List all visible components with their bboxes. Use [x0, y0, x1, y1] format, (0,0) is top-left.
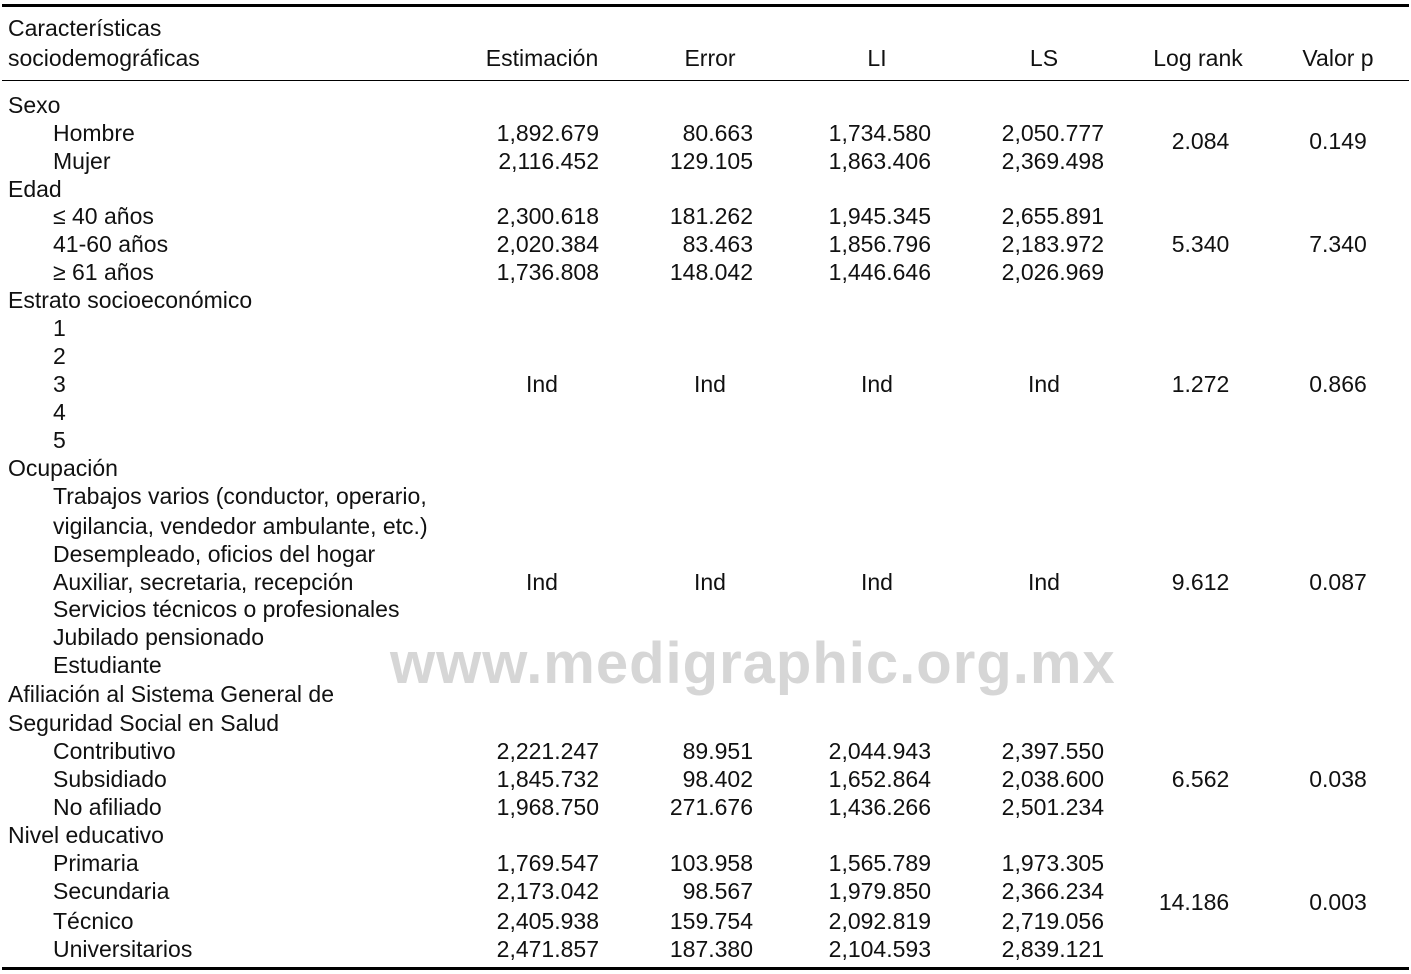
cell-estimacion: 1,968.750	[496, 794, 599, 820]
cell-error: 271.676	[669, 794, 753, 820]
row-label: ≤ 40 años	[53, 203, 154, 229]
row-label: No afiliado	[53, 794, 162, 820]
cell-ls: 2,839.121	[1001, 936, 1104, 962]
header-estimacion: Estimación	[485, 45, 599, 71]
cell-ls: 2,397.550	[1001, 738, 1104, 764]
row-label: Universitarios	[53, 936, 193, 962]
row-label: Técnico	[53, 908, 134, 934]
row-label: Mujer	[53, 148, 111, 174]
row-label: Servicios técnicos o profesionales	[53, 596, 400, 622]
group-label-edad: Edad	[8, 176, 62, 202]
header-log-rank: Log rank	[1153, 45, 1243, 71]
cell-li: Ind	[861, 569, 893, 595]
row-label: Secundaria	[53, 878, 170, 904]
cell-ls: 2,026.969	[1001, 259, 1104, 285]
cell-valor-p: 0.149	[1309, 128, 1367, 154]
cell-estimacion: Ind	[526, 371, 558, 397]
cell-estimacion: 2,173.042	[496, 878, 599, 904]
cell-ls: 2,183.972	[1001, 231, 1104, 257]
cell-li: 2,044.943	[828, 738, 931, 764]
cell-li: 1,652.864	[828, 766, 931, 792]
table-top-rule	[2, 4, 1409, 7]
cell-error: 187.380	[669, 936, 753, 962]
row-label: Jubilado pensionado	[53, 624, 265, 650]
header-rule	[2, 80, 1409, 81]
cell-valor-p: 0.038	[1309, 766, 1367, 792]
cell-error: 80.663	[682, 120, 753, 146]
cell-ls: Ind	[1028, 371, 1060, 397]
row-label: Contributivo	[53, 738, 176, 764]
cell-valor-p: 7.340	[1309, 231, 1367, 257]
group-label-estrato: Estrato socioeconómico	[8, 287, 253, 313]
cell-error: Ind	[694, 569, 726, 595]
cell-error: Ind	[694, 371, 726, 397]
cell-error: 159.754	[669, 908, 753, 934]
cell-ls: 2,038.600	[1001, 766, 1104, 792]
row-label: 41-60 años	[53, 231, 169, 257]
cell-valor-p: 0.866	[1309, 371, 1367, 397]
header-error: Error	[684, 45, 736, 71]
cell-li: 1,856.796	[828, 231, 931, 257]
group-label-ocupacion: Ocupación	[8, 455, 118, 481]
cell-estimacion: 2,116.452	[498, 148, 599, 174]
cell-ls: 2,366.234	[1001, 878, 1104, 904]
cell-estimacion: 1,892.679	[496, 120, 599, 146]
row-label: 1	[53, 315, 66, 341]
row-label: vigilancia, vendedor ambulante, etc.)	[53, 513, 428, 539]
cell-ls: 1,973.305	[1001, 850, 1104, 876]
cell-li: 1,436.266	[828, 794, 931, 820]
row-label: 5	[53, 427, 66, 453]
cell-error: 181.262	[669, 203, 753, 229]
cell-estimacion: 2,020.384	[496, 231, 599, 257]
cell-li: 1,734.580	[828, 120, 931, 146]
cell-li: Ind	[861, 371, 893, 397]
cell-log-rank: 1.272	[1171, 371, 1230, 397]
header-characteristics-line2: sociodemográficas	[8, 45, 200, 71]
cell-log-rank: 9.612	[1171, 569, 1230, 595]
cell-ls: 2,369.498	[1001, 148, 1104, 174]
cell-log-rank: 14.186	[1158, 889, 1230, 915]
row-label: 2	[53, 343, 66, 369]
row-label: 3	[53, 371, 66, 397]
group-label-afiliacion-line1: Afiliación al Sistema General de	[8, 681, 334, 707]
header-characteristics-line1: Características	[8, 15, 162, 41]
cell-error: 129.105	[669, 148, 753, 174]
cell-ls: 2,719.056	[1001, 908, 1104, 934]
cell-li: 1,945.345	[828, 203, 931, 229]
watermark: www.medigraphic.org.mx	[390, 631, 1116, 696]
cell-valor-p: 0.003	[1309, 889, 1367, 915]
row-label: Hombre	[53, 120, 135, 146]
row-label: Primaria	[53, 850, 139, 876]
cell-estimacion: 2,405.938	[496, 908, 599, 934]
cell-ls: 2,501.234	[1001, 794, 1104, 820]
cell-li: 1,565.789	[828, 850, 931, 876]
cell-error: 98.402	[682, 766, 753, 792]
cell-estimacion: 1,769.547	[496, 850, 599, 876]
cell-li: 1,446.646	[828, 259, 931, 285]
cell-ls: Ind	[1028, 569, 1060, 595]
header-ls: LS	[1029, 45, 1059, 71]
group-label-nivel-educativo: Nivel educativo	[8, 822, 164, 848]
cell-ls: 2,050.777	[1001, 120, 1104, 146]
cell-error: 148.042	[669, 259, 753, 285]
row-label: Trabajos varios (conductor, operario,	[53, 483, 427, 509]
row-label: Auxiliar, secretaria, recepción	[53, 569, 354, 595]
cell-estimacion: 2,471.857	[496, 936, 599, 962]
group-label-afiliacion-line2: Seguridad Social en Salud	[8, 710, 280, 736]
cell-estimacion: 1,736.808	[496, 259, 599, 285]
cell-log-rank: 6.562	[1171, 766, 1230, 792]
cell-log-rank: 2.084	[1171, 128, 1230, 154]
header-li: LI	[867, 45, 887, 71]
table-bottom-rule	[2, 967, 1409, 970]
cell-li: 2,104.593	[828, 936, 931, 962]
cell-li: 2,092.819	[828, 908, 931, 934]
cell-log-rank: 5.340	[1171, 231, 1230, 257]
cell-ls: 2,655.891	[1001, 203, 1104, 229]
cell-estimacion: 1,845.732	[496, 766, 599, 792]
cell-estimacion: Ind	[526, 569, 558, 595]
header-valor-p: Valor p	[1302, 45, 1374, 71]
cell-error: 89.951	[682, 738, 753, 764]
row-label: Subsidiado	[53, 766, 167, 792]
group-label-sexo: Sexo	[8, 92, 61, 118]
cell-estimacion: 2,221.247	[496, 738, 599, 764]
row-label: 4	[53, 399, 66, 425]
cell-li: 1,979.850	[828, 878, 931, 904]
row-label: ≥ 61 años	[53, 259, 154, 285]
cell-error: 98.567	[682, 878, 753, 904]
cell-error: 103.958	[669, 850, 753, 876]
cell-estimacion: 2,300.618	[496, 203, 599, 229]
row-label: Estudiante	[53, 652, 162, 678]
cell-li: 1,863.406	[828, 148, 931, 174]
cell-valor-p: 0.087	[1309, 569, 1367, 595]
cell-error: 83.463	[682, 231, 753, 257]
row-label: Desempleado, oficios del hogar	[53, 541, 376, 567]
